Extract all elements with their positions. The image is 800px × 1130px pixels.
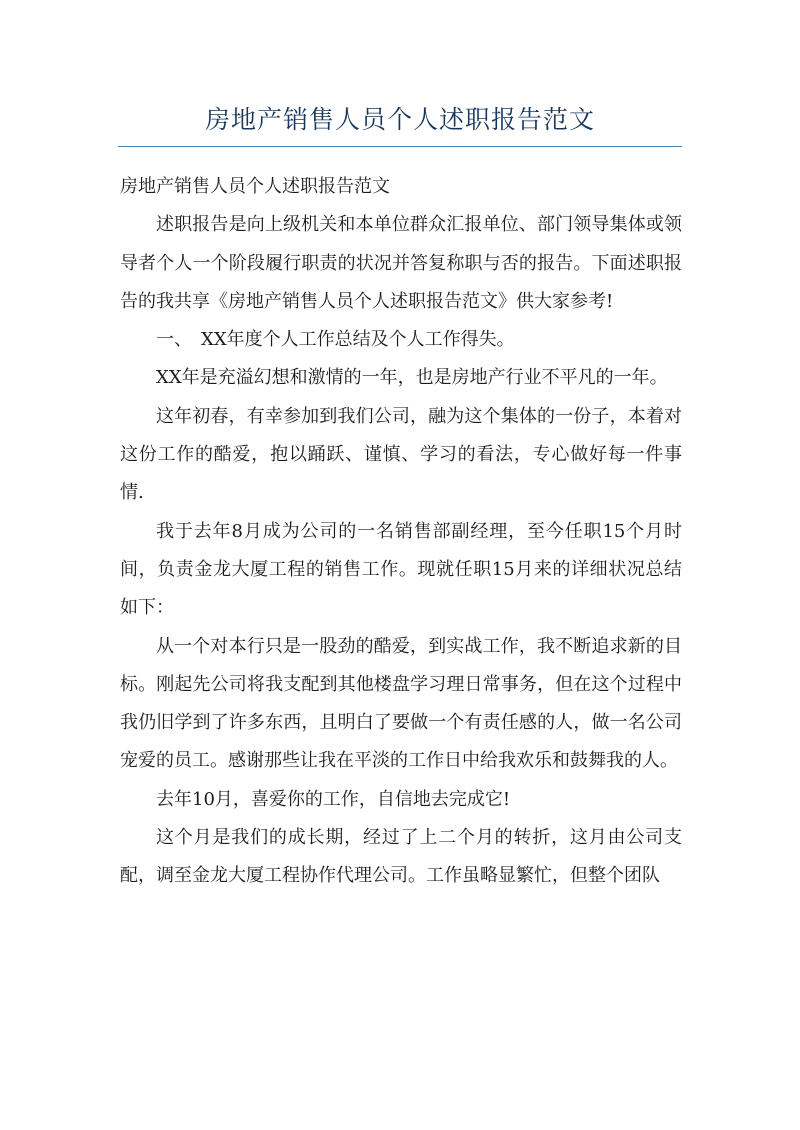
paragraph: 从一个对本行只是一股劲的酷爱，到实战工作，我不断追求新的目标。刚起先公司将我支配到其他楼盘学习理日常事务，但在这个过程中我仍旧学到了许多东西，且明白了要做一个有责任感的人，做一名公司宠爱的员工。感谢那些让我在平淡的工作日中给我欢乐和鼓舞我的人。	[120, 635, 682, 772]
paragraph-intro: 述职报告是向上级机关和本单位群众汇报单位、部门领导集体或领导者个人一个阶段履行职责的状况并答复称职与否的报告。下面述职报告的我共享《房地产销售人员个人述职报告范文》供大家参考!	[120, 214, 682, 312]
paragraph: 去年10月，喜爱你的工作，自信地去完成它!	[156, 788, 511, 810]
document-title: 房地产销售人员个人述职报告范文	[204, 105, 595, 134]
paragraph-subtitle: 房地产销售人员个人述职报告范文	[120, 176, 390, 197]
document-body	[120, 168, 682, 896]
paragraph-section-heading: 一、 XX年度个人工作总结及个人工作得失。	[156, 329, 515, 351]
paragraph: 我于去年8月成为公司的一名销售部副经理，至今任职15个月时间，负责金龙大厦工程的销售工作。现就任职15月来的详细状况总结如下：	[120, 520, 682, 619]
title-underline	[118, 146, 682, 147]
paragraph: 这年初春，有幸参加到我们公司，融为这个集体的一份子，本着对这份工作的酷爱，抱以踊跃、谨慎、学习的看法，专心做好每一件事情.	[120, 405, 682, 504]
paragraph: 这个月是我们的成长期，经过了上二个月的转折，这月由公司支配，调至金龙大厦工程协作代理公司。工作虽略显繁忙，但整个团队	[120, 827, 682, 887]
paragraph: XX年是充溢幻想和激情的一年，也是房地产行业不平凡的一年。	[156, 367, 668, 389]
